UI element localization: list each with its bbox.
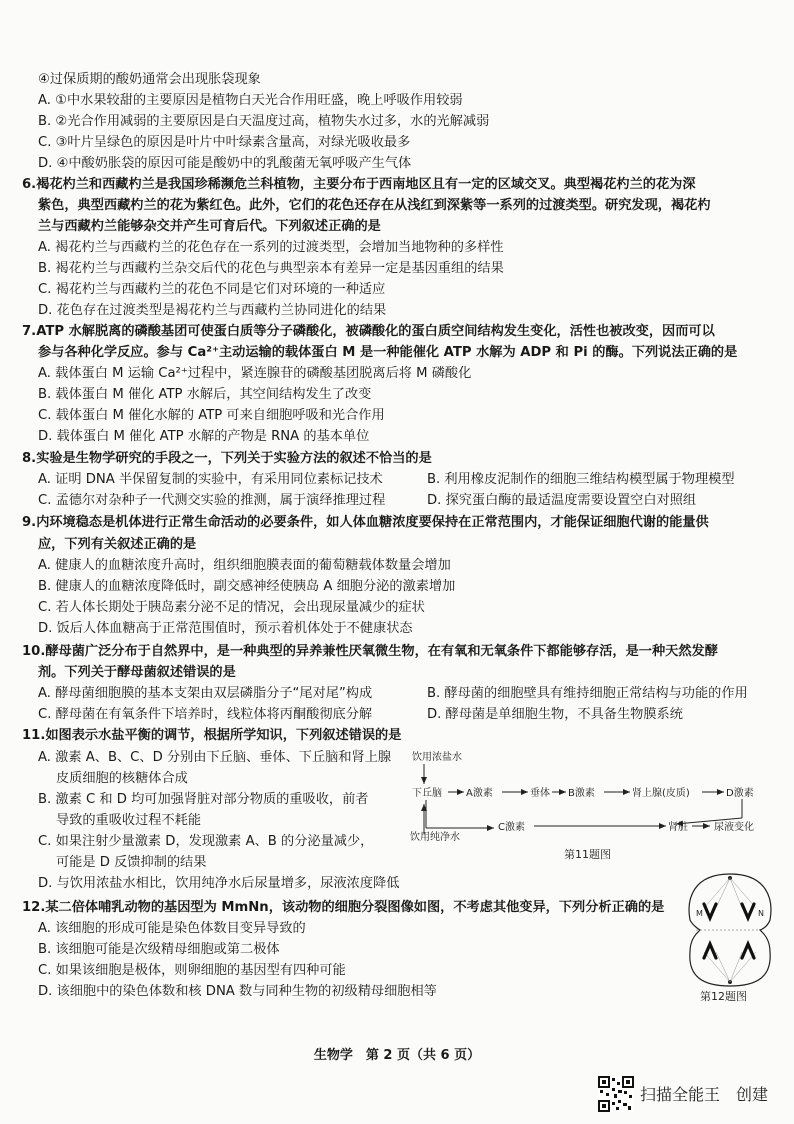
question-number: 8. [22,451,37,466]
question-number: 12. [22,900,46,915]
option-line: 皮质细胞的核糖体合成 [56,771,188,786]
question-number: 11. [22,728,46,743]
figure-11-caption: 第11题图 [564,848,611,861]
option-d: D. 酵母菌是单细胞生物，不具备生物膜系统 [427,707,683,722]
option-b: B. 酵母菌的细胞壁具有维持细胞正常结构与功能的作用 [427,686,748,701]
option-a: A. 证明 DNA 半保留复制的实验中，有采用同位素标记技术 [38,472,383,487]
question-stem: 剂。下列关于酵母菌叙述错误的是 [38,665,236,680]
option-pair-line [38,705,758,725]
question-stem: 应，下列有关叙述正确的是 [38,537,197,552]
question-12-stem: 12.某二倍体哺乳动物的基因型为 MmNn，该动物的细胞分裂图像如图，不考虑其他变异，下列分析正确的是 [22,900,665,915]
question-number: 7. [22,324,37,339]
question-8-stem: 8.实验是生物学研究的手段之一，下列关于实验方法的叙述不恰当的是 [22,451,432,466]
node-hormone-c: C激素 [498,822,525,833]
option-pair-line [38,491,758,511]
question-7-stem: 7.ATP 水解脱离的磷酸基团可使蛋白质等分子磷酸化，被磷酸化的蛋白质空间结构发生变化，活性也被改变，因而可以 [22,324,715,339]
option-line: C. 如果注射少量激素 D，发现激素 A、B 的分泌量减少， [38,834,374,849]
node-hypothalamus: 下丘脑 [412,788,442,799]
question-stem: 参与各种化学反应。参与 Ca²⁺主动运输的载体蛋白 M 是一种能催化 ATP 水解为 ADP 和 Pi 的酶。下列说法正确的是 [38,345,738,360]
option-line: B. ②光合作用减弱的主要原因是白天温度过高，植物失水过多，水的光解减弱 [38,114,490,129]
option-line: D. 载体蛋白 M 催化 ATP 水解的产物是 RNA 的基本单位 [38,429,370,444]
figure-12-cell-diagram [680,868,780,1004]
scanner-watermark [598,1076,778,1112]
label-drink-water: 饮用纯净水 [410,832,460,843]
option-c: C. 酵母菌在有氧条件下培养时，线粒体将丙酮酸彻底分解 [38,707,373,722]
option-line: D. 与饮用浓盐水相比，饮用纯净水后尿量增多，尿液浓度降低 [38,876,400,891]
node-hormone-b: B激素 [568,788,595,799]
option-line: D. 花色存在过渡类型是褐花杓兰与西藏杓兰协同进化的结果 [38,303,387,318]
option-line: C. 褐花杓兰与西藏杓兰的花色不同是它们对环境的一种适应 [38,282,386,297]
qr-code-icon [598,1076,634,1112]
option-line: C. ③叶片呈绿色的原因是叶片中叶绿素含量高，对绿光吸收最多 [38,135,411,150]
option-line: A. 该细胞的形成可能是染色体数目变异导致的 [38,921,306,936]
option-line: A. 激素 A、B、C、D 分别由下丘脑、垂体、下丘脑和肾上腺 [38,750,392,765]
gene-label-n: N [758,909,764,918]
node-adrenal: 肾上腺(皮质) [632,788,690,799]
option-line: 导致的重吸收过程不耗能 [56,813,202,828]
chromosomes-top [704,904,754,918]
gene-label-m: M [696,909,703,918]
node-hormone-d: D激素 [726,788,754,799]
node-urine-change: 尿液变化 [714,822,754,833]
option-c: C. 孟德尔对杂种子一代测交实验的推测，属于演绎推理过程 [38,493,386,508]
text-line: ④过保质期的酸奶通常会出现胀袋现象 [38,72,261,87]
option-b: B. 利用橡皮泥制作的细胞三维结构模型属于物理模型 [427,472,735,487]
question-6-stem: 6.褐花杓兰和西藏杓兰是我国珍稀濒危兰科植物，主要分布于西南地区且有一定的区域交叉。典型褐花杓兰的花为深 [22,177,696,192]
figure-12-caption: 第12题图 [700,990,747,1003]
scanner-label: 扫描全能王 创建 [640,1085,769,1104]
option-line: A. 健康人的血糖浓度升高时，组织细胞膜表面的葡萄糖载体数量会增加 [38,558,451,573]
option-line: C. 若人体长期处于胰岛素分泌不足的情况，会出现尿量减少的症状 [38,600,425,615]
question-9-stem: 9.内环境稳态是机体进行正常生命活动的必要条件，如人体血糖浓度要保持在正常范围内，才能保证细胞代谢的能量供 [22,515,709,530]
option-line: B. 褐花杓兰与西藏杓兰杂交后代的花色与典型亲本有差异一定是基因重组的结果 [38,261,504,276]
node-pituitary: 垂体 [530,788,550,799]
option-line: 可能是 D 反馈抑制的结果 [56,855,207,870]
option-d: D. 探究蛋白酶的最适温度需要设置空白对照组 [427,493,697,508]
node-kidney: 肾脏 [668,822,688,833]
option-pair-line [38,470,758,490]
option-line: A. 载体蛋白 M 运输 Ca²⁺过程中，紧连腺苷的磷酸基团脱离后将 M 磷酸化 [38,366,472,381]
question-stem: 兰与西藏杓兰能够杂交并产生可育后代。下列叙述正确的是 [38,219,381,234]
option-line: B. 激素 C 和 D 均可加强肾脏对部分物质的重吸收，前者 [38,792,369,807]
question-11-stem: 11.如图表示水盐平衡的调节，根据所学知识，下列叙述错误的是 [22,728,402,743]
option-line: D. 该细胞中的染色体数和核 DNA 数与同种生物的初级精母细胞相等 [38,984,437,999]
option-pair-line [38,684,758,704]
option-line: B. 载体蛋白 M 催化 ATP 水解后，其空间结构发生了改变 [38,387,372,402]
option-line: B. 该细胞可能是次级精母细胞或第二极体 [38,942,280,957]
option-line: D. ④中酸奶胀袋的原因可能是酸奶中的乳酸菌无氧呼吸产生气体 [38,156,412,171]
label-drink-salt: 饮用浓盐水 [412,752,462,763]
option-line: C. 载体蛋白 M 催化水解的 ATP 可来自细胞呼吸和光合作用 [38,408,385,423]
option-line: B. 健康人的血糖浓度降低时，副交感神经使胰岛 A 细胞分泌的激素增加 [38,579,456,594]
question-number: 9. [22,515,37,530]
option-line: A. 褐花杓兰与西藏杓兰的花色存在一系列的过渡类型，会增加当地物种的多样性 [38,240,504,255]
question-10-stem: 10.酵母菌广泛分布于自然界中，是一种典型的异养兼性厌氧微生物，在有氧和无氧条件下都能够存活，是一种天然发酵 [22,644,718,659]
option-line: A. ①中水果较甜的主要原因是植物白天光合作用旺盛，晚上呼吸作用较弱 [38,93,463,108]
option-a: A. 酵母菌细胞膜的基本支架由双层磷脂分子“尾对尾”构成 [38,686,373,701]
question-number: 6. [22,177,37,192]
figure-11-diagram [404,746,782,866]
option-line: C. 如果该细胞是极体，则卵细胞的基因型有四种可能 [38,963,346,978]
question-number: 10. [22,644,46,659]
page-footer: 生物学 第 2 页（共 6 页） [313,1048,481,1063]
option-line: D. 饭后人体血糖高于正常范围值时，预示着机体处于不健康状态 [38,621,413,636]
chromosomes-bottom [704,944,754,958]
question-stem: 紫色，典型西藏杓兰的花为紫红色。此外，它们的花色还存在从浅红到深紫等一系列的过渡类型。研究发现，褐花杓 [38,198,711,213]
node-hormone-a: A激素 [466,788,493,799]
